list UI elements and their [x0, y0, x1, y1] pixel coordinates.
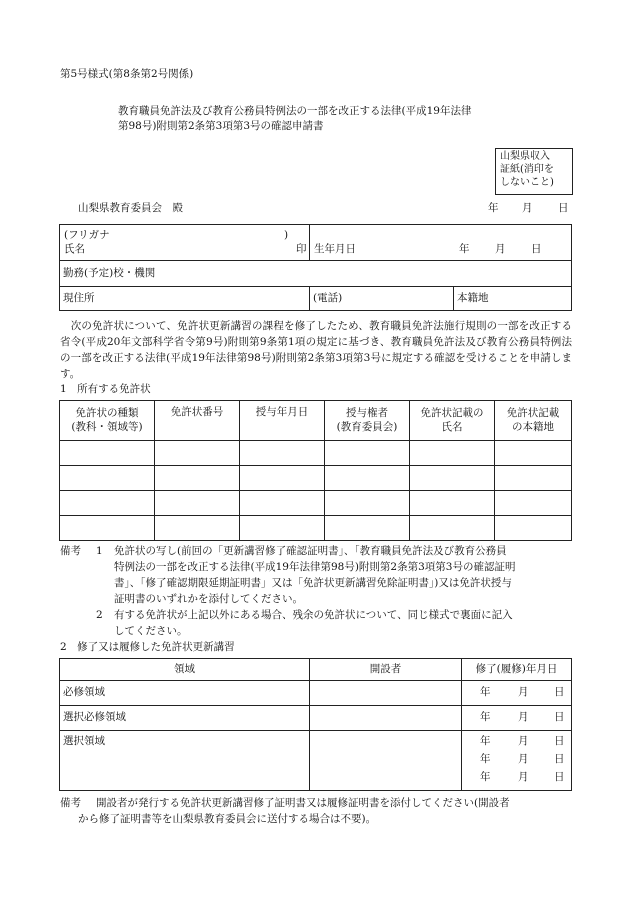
phone-cell[interactable]: [310, 287, 454, 311]
section1-heading: 1 所有する免許状: [60, 383, 151, 395]
col-license-domicile: 免許状記載 の本籍地: [495, 401, 572, 441]
seal-mark: 印: [296, 243, 307, 255]
applicant-table: [59, 224, 572, 311]
table-row[interactable]: [60, 441, 572, 466]
note1-item1-line: 書」、「修了確認期限延期証明書」又は「免許状更新講習免除証明書」)又は免許状授与: [114, 577, 512, 589]
document-title-line1: 教育職員免許法及び教育公務員特例法の一部を改正する法律(平成19年法律: [118, 105, 472, 117]
furigana-label: (フリガナ: [64, 229, 110, 241]
row-area-label: 選択必修領域: [63, 711, 126, 724]
col-provider: 開設者: [310, 659, 462, 681]
form-number: 第5号様式(第8条第2号関係): [60, 68, 194, 80]
note1-item1-line: 免許状の写し(前回の「更新講習修了確認証明書」、「教育職員免許法及び教育公務員: [114, 545, 507, 557]
note2-line: から修了証明書等を山梨県教育委員会に送付する場合は不要)。: [78, 813, 377, 825]
col-area: 領域: [60, 659, 310, 681]
date-year-label: 年: [488, 202, 499, 214]
table-row[interactable]: [60, 466, 572, 491]
stamp-line: 山梨県収入: [500, 151, 550, 162]
table-row[interactable]: 選択領域 年 月 日 年 月 日 年 月 日: [60, 731, 572, 791]
note1-item2-number: 2: [96, 609, 103, 621]
courses-table: [59, 658, 572, 791]
licenses-table: [59, 400, 572, 541]
section2-heading: 2 修了又は履修した免許状更新講習: [60, 641, 235, 653]
domicile-label: 本籍地: [457, 291, 489, 304]
application-statement: 次の免許状について、免許状更新講習の課程を修了したため、教育職員免許法施行規則の一部を改正する省令(平成20年文部科学省令第9号)附則第9条第1項の規定に基づき、教育職員免許法及び教育公務員特例法の一部を改正する法律(平成19年法律第98号)附則第2条第3項第3号に規定する確認を受けることを申請します。: [60, 320, 572, 380]
note1-item2-line: 有する免許状が上記以外にある場合、残余の免許状について、同じ様式で裏面に記入: [114, 609, 513, 621]
school-label: 勤務(予定)校・機関: [63, 266, 156, 279]
name-label: 氏名: [64, 243, 85, 255]
table-row[interactable]: 選択必修領域 年 月 日: [60, 706, 572, 731]
note2-line: 開設者が発行する免許状更新講習修了証明書又は履修証明書を添付してください(開設者: [96, 797, 510, 809]
note1-label: 備考: [60, 545, 81, 557]
col-license-number: 免許状番号: [155, 401, 240, 441]
stamp-line: 証紙(消印を: [500, 164, 554, 175]
name-cell[interactable]: [60, 225, 310, 261]
birth-month-label: 月: [495, 243, 506, 255]
note1-item1-line: 特例法の一部を改正する法律(平成19年法律第98号)附則第2条第3項第3号の確認証明: [114, 561, 516, 573]
date-day-label: 日: [558, 202, 569, 214]
revenue-stamp-box: [495, 148, 573, 195]
table-row[interactable]: 必修領域 年 月 日: [60, 681, 572, 706]
birth-day-label: 日: [531, 243, 542, 255]
stamp-line: しないこと): [500, 177, 554, 188]
col-license-type: 免許状の種類 (教科・領域等): [60, 401, 155, 441]
domicile-cell[interactable]: [454, 287, 572, 311]
row-area-label: 選択領域: [63, 735, 105, 747]
note1-item1-number: 1: [96, 545, 103, 557]
note1-item2-line: してください。: [114, 625, 188, 637]
col-completion-date: 修了(履修)年月日: [462, 659, 572, 681]
addressee: 山梨県教育委員会 殿: [78, 202, 183, 214]
col-license-name: 免許状記載の 氏名: [410, 401, 495, 441]
table-row[interactable]: [60, 516, 572, 541]
col-grant-date: 授与年月日: [240, 401, 325, 441]
school-cell[interactable]: [60, 261, 572, 287]
birthdate-label: 生年月日: [314, 243, 356, 255]
phone-label: (電話): [313, 291, 343, 304]
birthdate-cell[interactable]: [310, 225, 572, 261]
note1-item1-line: 証明書のいずれかを添付してください。: [114, 593, 303, 605]
date-month-label: 月: [522, 202, 533, 214]
table-row[interactable]: [60, 491, 572, 516]
document-title-line2: 第98号)附則第2条第3項第3号の確認申請書: [118, 120, 324, 132]
row-area-label: 必修領域: [63, 686, 105, 699]
furigana-close: ): [284, 229, 289, 241]
address-cell[interactable]: [60, 287, 310, 311]
note2-label: 備考: [60, 797, 81, 809]
address-label: 現住所: [63, 291, 95, 304]
birth-year-label: 年: [459, 243, 470, 255]
col-grantor: 授与権者 (教育委員会): [325, 401, 410, 441]
